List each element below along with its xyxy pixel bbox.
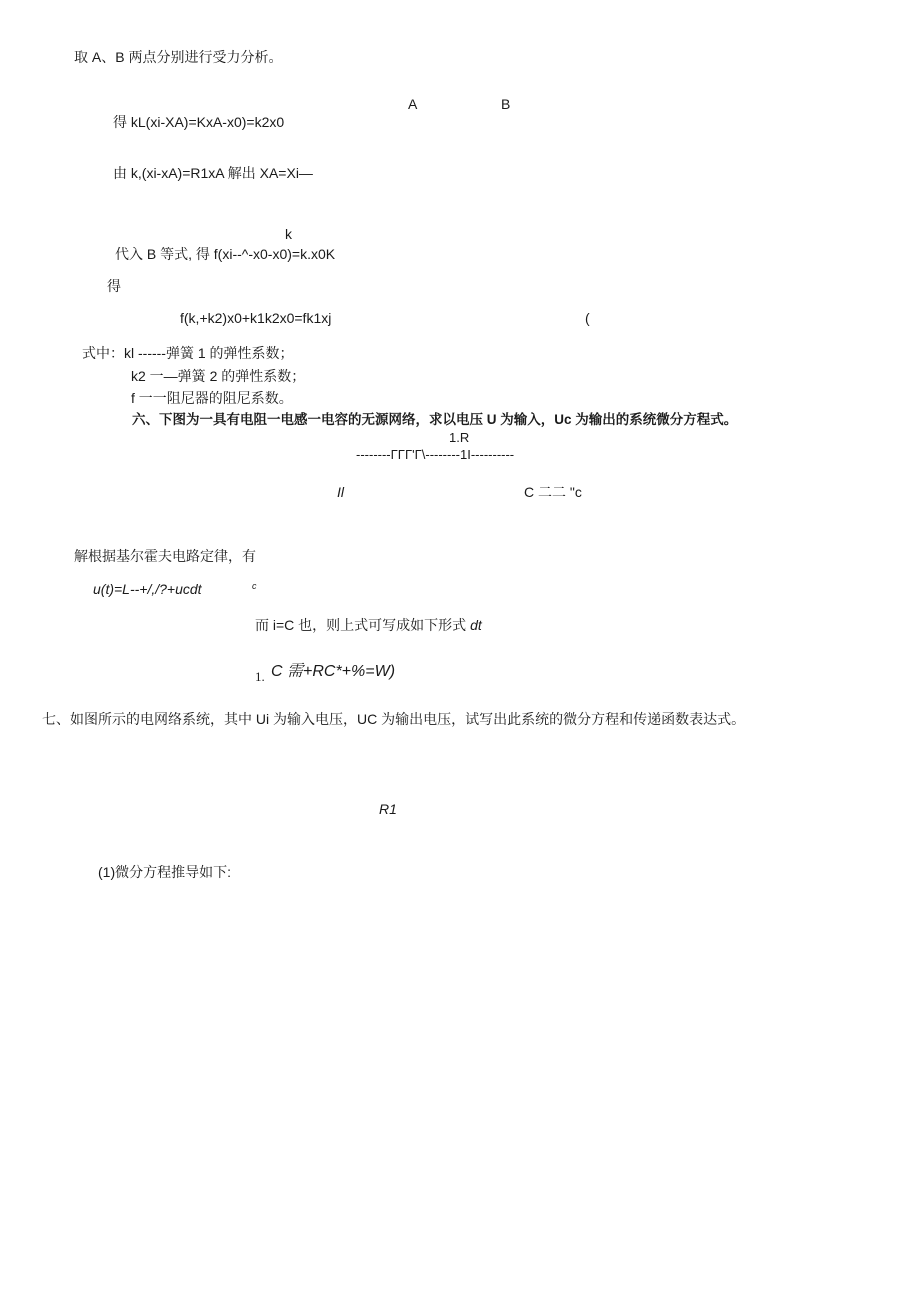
- where-line-3: f 一一阻尼器的阻尼系数。: [131, 390, 293, 406]
- section7-title: 七、如图所示的电网络系统，其中 Ui 为输入电压，UC 为输出电压，试写出此系统的微分方程和传递函数表达式。: [42, 711, 746, 727]
- where-line-1: 式中：kl ------弹簧 1 的弹性系数；: [82, 345, 294, 361]
- equation-number-paren: (: [585, 310, 590, 326]
- where-line-2: k2 一—弹簧 2 的弹性系数；: [131, 368, 306, 384]
- solution-intro: 解根据基尔霍夫电路定律，有: [74, 548, 256, 564]
- equation-3: [115, 247, 335, 261]
- step1-heading: (1)微分方程推导如下:: [98, 864, 231, 880]
- resistor-r1-label: R1: [379, 801, 397, 817]
- section5-intro: 取 A、B 两点分别进行受力分析。: [74, 49, 283, 65]
- point-label-a: A: [408, 96, 418, 112]
- circuit-label-r: 1.R: [449, 430, 470, 445]
- substitution-note: [255, 618, 482, 632]
- equation-2: [113, 166, 313, 180]
- fraction-k-label: k: [285, 226, 292, 242]
- circuit-wire: --------ΓΓΓ'Γ\--------1I----------: [356, 447, 515, 462]
- equation-3-text: f(xi--^-x0-x0)=k.x0K: [213, 246, 336, 262]
- equation-2-prefix: 由: [113, 165, 131, 181]
- final-equation-number: 1.: [255, 669, 265, 684]
- point-label-b: B: [501, 96, 511, 112]
- equation-2-text: k,(xi-xA)=R1xA 解出 XA=Xi—: [130, 165, 313, 181]
- circuit-left-label: Il: [337, 484, 344, 500]
- section6-title: 六、下图为一具有电阻一电感一电容的无源网络，求以电压 U 为输入，Uc 为输出的系统微分方程式。: [132, 412, 738, 427]
- equation-1-text: kL(xi-XA)=KxA-x0)=k2x0: [130, 114, 285, 130]
- substitution-note-dt: dt: [470, 617, 482, 633]
- equation-3-prefix: 代入 B 等式, 得: [115, 246, 214, 262]
- kvl-equation: u(t)=L--+/,/?+ucdt: [93, 581, 202, 597]
- equation-1: [113, 115, 284, 129]
- equation-4: f(k,+k2)x0+k1k2x0=fk1xj: [180, 310, 332, 326]
- circuit-right-label: C 二二 "c: [524, 484, 582, 500]
- result-label: 得: [107, 278, 121, 294]
- final-equation: C 需+RC*+%=W): [271, 663, 396, 680]
- kvl-equation-c: c: [252, 581, 257, 591]
- substitution-note-text: 而 i=C 也，则上式可写成如下形式: [255, 617, 467, 633]
- equation-1-prefix: 得: [113, 114, 131, 130]
